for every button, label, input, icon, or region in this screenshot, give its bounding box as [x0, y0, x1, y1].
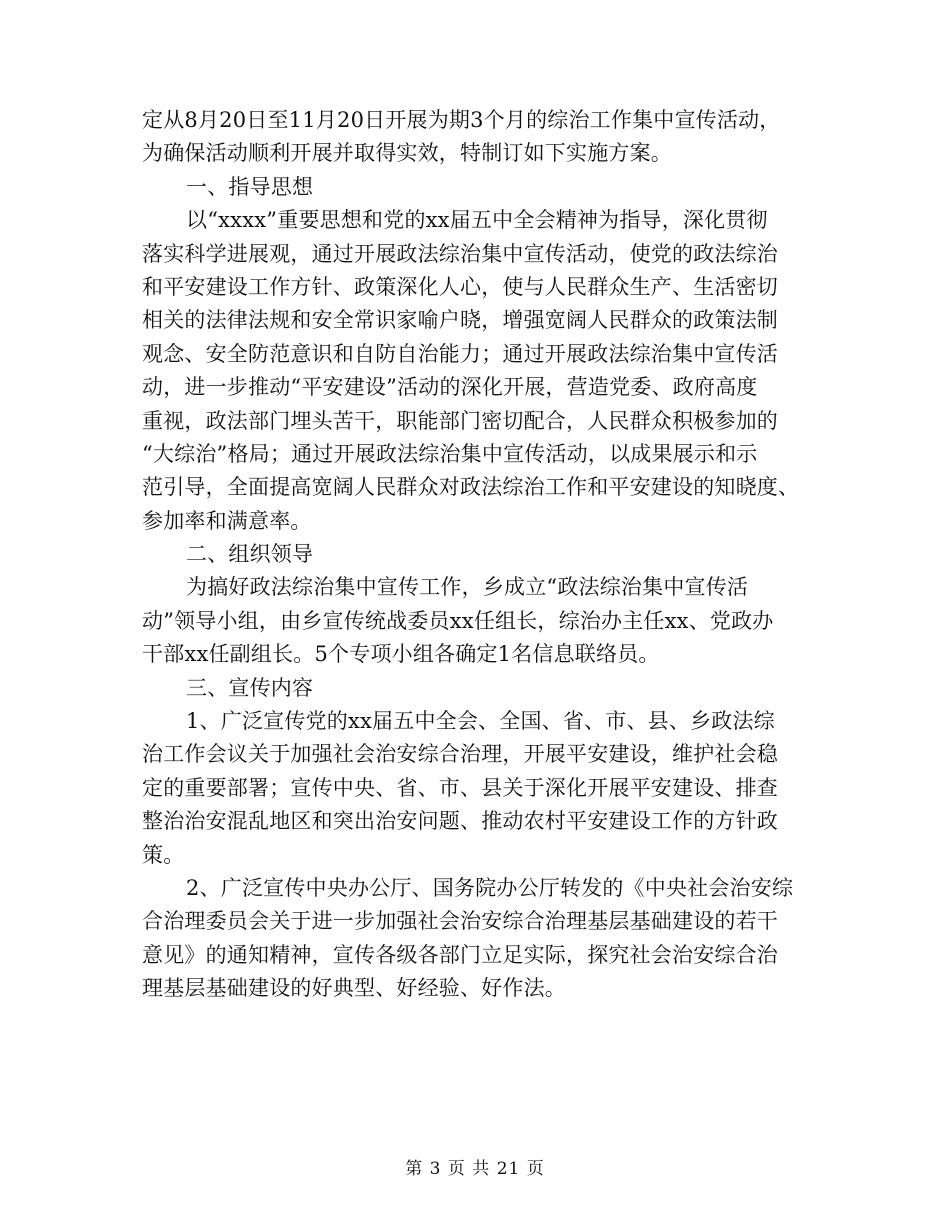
text-line: 1、广泛宣传党的xx届五中全会、全国、省、市、县、乡政法综 [186, 709, 775, 734]
text-line: 和平安建设工作方针、政策深化人心，使与人民群众生产、生活密切 [142, 274, 778, 299]
text-line: 策。 [142, 842, 185, 867]
page-footer: 第 3 页 共 21 页 [405, 1159, 545, 1179]
text-line: 相关的法律法规和安全常识家喻户晓，增强宽阔人民群众的政策法制 [142, 308, 778, 333]
text-line: 为搞好政法综治集中宣传工作，乡成立“政法综治集中宣传活 [186, 575, 749, 600]
text-line: 为确保活动顺利开展并取得实效，特制订如下实施方案。 [142, 141, 672, 166]
text-line: “大综治”格局；通过开展政法综治集中宣传活动，以成果展示和示 [142, 441, 758, 466]
text-line: 治工作会议关于加强社会治安综合治理，开展平安建设，维护社会稳 [142, 742, 778, 767]
text-line: 落实科学进展观，通过开展政法综治集中宣传活动，使党的政法综治 [142, 241, 778, 266]
text-line: 动”领导小组，由乡宣传统战委员xx任组长，综治办主任xx、党政办 [142, 608, 774, 633]
text-line: 整治治安混乱地区和突出治安问题、推动农村平安建设工作的方针政 [142, 809, 778, 834]
text-line: 重视，政法部门埋头苦干，职能部门密切配合，人民群众积极参加的 [142, 408, 778, 433]
text-line: 以“xxxx”重要思想和党的xx届五中全会精神为指导，深化贯彻 [186, 208, 768, 233]
text-line: 一、指导思想 [186, 174, 314, 199]
text-line: 二、组织领导 [186, 542, 314, 567]
text-line: 定的重要部署；宣传中央、省、市、县关于深化开展平安建设、排查 [142, 775, 778, 800]
text-line: 参加率和满意率。 [142, 508, 312, 533]
text-line: 定从8月20日至11月20日开展为期3个月的综治工作集中宣传活动， [142, 108, 781, 132]
text-line: 干部xx任副组长。5个专项小组各确定1名信息联络员。 [142, 642, 660, 667]
text-line: 三、宣传内容 [186, 675, 314, 700]
text-line: 动，进一步推动“平安建设”活动的深化开展，营造党委、政府高度 [142, 375, 758, 400]
text-line: 意见》的通知精神，宣传各级各部门立足实际，探究社会治安综合治 [142, 942, 778, 967]
text-line: 观念、安全防范意识和自防自治能力；通过开展政法综治集中宣传活 [142, 341, 778, 366]
text-line: 2、广泛宣传中央办公厅、国务院办公厅转发的《中央社会治安综 [186, 875, 794, 900]
text-line: 范引导，全面提高宽阔人民群众对政法综治工作和平安建设的知晓度、 [142, 475, 800, 500]
text-line: 理基层基础建设的好典型、好经验、好作法。 [142, 976, 566, 1001]
text-line: 合治理委员会关于进一步加强社会治安综合治理基层基础建设的若干 [142, 909, 778, 934]
document-body [142, 104, 810, 1006]
